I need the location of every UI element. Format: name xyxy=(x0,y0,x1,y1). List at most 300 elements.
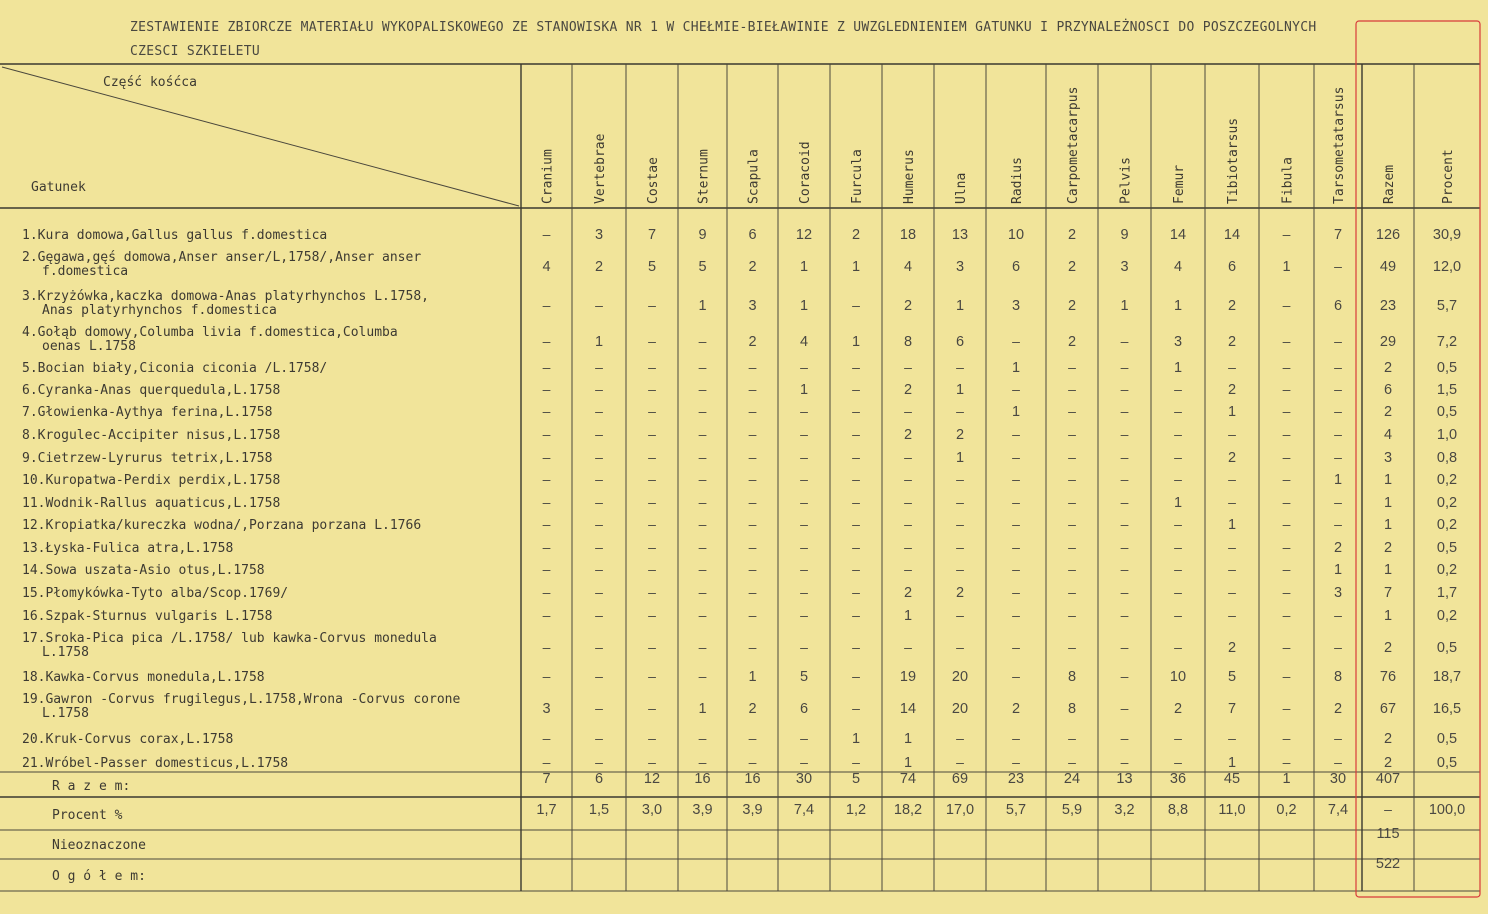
ogolem-label: O g ó ł e m: xyxy=(52,869,146,884)
procent-cell: 1,2 xyxy=(845,802,867,818)
table-cell: 2 xyxy=(903,427,913,443)
table-cell: – xyxy=(1012,381,1020,397)
table-cell: – xyxy=(852,561,860,577)
table-cell: 1,0 xyxy=(1436,427,1458,443)
table-cell: – xyxy=(595,471,603,487)
table-cell: – xyxy=(852,539,860,555)
table-cell: – xyxy=(542,668,551,684)
table-cell: 2 xyxy=(748,334,757,350)
table-cell: – xyxy=(1228,561,1236,577)
table-cell: – xyxy=(595,297,603,313)
table-cell: – xyxy=(1334,381,1342,397)
table-cell: 2 xyxy=(955,427,965,443)
procent-cell: 5,9 xyxy=(1061,802,1083,818)
table-cell: 1 xyxy=(799,259,809,275)
table-cell: – xyxy=(542,730,551,746)
table-cell: – xyxy=(542,561,551,577)
table-cell: – xyxy=(1228,539,1236,555)
table-cell: – xyxy=(698,494,707,510)
table-cell: 20 xyxy=(951,701,969,717)
table-cell: – xyxy=(956,607,964,623)
table-cell: 2 xyxy=(903,585,913,601)
table-cell: – xyxy=(904,639,912,655)
table-cell: – xyxy=(1282,516,1291,532)
table-cell: – xyxy=(852,516,860,532)
table-cell: – xyxy=(1334,639,1342,655)
table-cell: 7,2 xyxy=(1436,334,1458,350)
table-cell: – xyxy=(698,668,707,684)
species-name: 12.Kropiatka/kureczka wodna/,Porzana porzana L.1766 xyxy=(22,518,422,533)
table-cell: – xyxy=(542,584,551,600)
table-cell: 1 xyxy=(1383,608,1393,624)
table-cell: – xyxy=(1334,359,1342,375)
procent-cell: 8,8 xyxy=(1167,802,1189,818)
table-cell: – xyxy=(1012,754,1020,770)
table-cell: – xyxy=(595,539,603,555)
table-cell: 1 xyxy=(1173,298,1183,314)
procent-cell: 3,0 xyxy=(641,802,663,818)
table-cell: 8 xyxy=(1067,701,1077,717)
table-cell: – xyxy=(595,561,603,577)
table-cell: 1 xyxy=(1011,360,1021,376)
table-cell: 1 xyxy=(1282,259,1291,275)
table-cell: 0,5 xyxy=(1436,755,1458,771)
table-cell: – xyxy=(748,539,757,555)
table-cell: 2 xyxy=(1227,640,1237,656)
table-cell: 9 xyxy=(1120,227,1129,243)
table-cell: 20 xyxy=(951,669,969,685)
table-cell: – xyxy=(748,607,757,623)
table-cell: 6 xyxy=(799,701,809,717)
species-name: 9.Cietrzew-Lyrurus tetrix,L.1758 xyxy=(22,451,273,466)
header-species-label: Gatunek xyxy=(31,180,86,195)
table-cell: 10 xyxy=(1007,227,1025,243)
table-cell: – xyxy=(595,403,603,419)
table-cell: – xyxy=(698,333,707,349)
razem-label: R a z e m: xyxy=(52,779,131,794)
table-cell: – xyxy=(595,730,603,746)
table-cell: 1 xyxy=(903,731,913,747)
table-cell: – xyxy=(1012,668,1020,684)
table-cell: 1 xyxy=(1120,298,1129,314)
nieoznaczone-value: 115 xyxy=(1376,826,1400,842)
table-cell: 1 xyxy=(799,382,809,398)
table-cell: – xyxy=(748,426,757,442)
procent-cell: 3,9 xyxy=(742,802,763,818)
table-cell: 2 xyxy=(1227,382,1237,398)
table-cell: – xyxy=(1282,426,1291,442)
table-cell: – xyxy=(1012,333,1020,349)
table-cell: – xyxy=(800,639,808,655)
table-cell: – xyxy=(1228,607,1236,623)
table-cell: – xyxy=(698,381,707,397)
table-cell: – xyxy=(595,426,603,442)
table-cell: 2 xyxy=(748,259,757,275)
table-cell: 0,5 xyxy=(1436,360,1458,376)
table-cell: 1 xyxy=(698,701,707,717)
table-cell: – xyxy=(648,516,656,532)
table-cell: – xyxy=(1120,333,1129,349)
table-cell: 4 xyxy=(542,259,551,275)
table-cell: 3 xyxy=(1173,334,1183,350)
species-name: 10.Kuropatwa-Perdix perdix,L.1758 xyxy=(22,473,281,488)
procent-cell: 7,4 xyxy=(1327,802,1349,818)
table-cell: 2 xyxy=(1173,701,1183,717)
table-cell: 13 xyxy=(951,227,969,243)
table-cell: – xyxy=(1334,516,1342,532)
table-cell: 1 xyxy=(955,450,965,466)
table-cell: – xyxy=(904,359,912,375)
column-header-radius: Radius xyxy=(1010,157,1025,204)
razem-cell: 6 xyxy=(594,771,604,787)
table-cell: 76 xyxy=(1379,669,1397,685)
table-cell: – xyxy=(542,449,551,465)
table-cell: – xyxy=(542,471,551,487)
table-cell: 7 xyxy=(1227,701,1237,717)
table-cell: – xyxy=(1068,539,1076,555)
table-cell: 1 xyxy=(1333,472,1343,488)
table-cell: – xyxy=(542,333,551,349)
table-cell: – xyxy=(1120,730,1129,746)
table-cell: 2 xyxy=(594,259,604,275)
table-cell: 2 xyxy=(1383,404,1393,420)
table-cell: 0,2 xyxy=(1436,517,1458,533)
razem-cell: 36 xyxy=(1169,771,1187,787)
table-cell: – xyxy=(1228,359,1236,375)
column-header-procent: Procent xyxy=(1441,149,1456,204)
table-cell: – xyxy=(1282,700,1291,716)
table-cell: – xyxy=(648,639,656,655)
table-cell: 0,2 xyxy=(1436,472,1458,488)
table-cell: – xyxy=(904,494,912,510)
table-cell: – xyxy=(698,426,707,442)
table-cell: – xyxy=(1068,381,1076,397)
table-cell: – xyxy=(1068,607,1076,623)
table-cell: – xyxy=(748,639,757,655)
table-cell: – xyxy=(1174,471,1182,487)
table-cell: 1 xyxy=(1383,472,1393,488)
column-header-coracoid: Coracoid xyxy=(798,141,813,204)
table-cell: – xyxy=(748,754,757,770)
table-cell: – xyxy=(648,449,656,465)
razem-cell: 407 xyxy=(1375,771,1401,787)
procent-cell: – xyxy=(1384,801,1392,817)
table-cell: 67 xyxy=(1379,701,1397,717)
table-cell: – xyxy=(542,359,551,375)
species-name-continued: Anas platyrhynchos f.domestica xyxy=(42,303,277,318)
table-cell: 2 xyxy=(1333,701,1343,717)
table-cell: 2 xyxy=(1333,540,1343,556)
table-cell: – xyxy=(748,359,757,375)
table-cell: 2 xyxy=(1067,259,1077,275)
procent-cell: 0,2 xyxy=(1276,802,1297,818)
table-cell: – xyxy=(1334,754,1342,770)
table-cell: – xyxy=(1228,730,1236,746)
table-cell: 1 xyxy=(1227,517,1237,533)
table-cell: – xyxy=(595,359,603,375)
table-cell: – xyxy=(1282,381,1291,397)
table-cell: 2 xyxy=(1383,755,1393,771)
column-header-cranium: Cranium xyxy=(540,149,556,204)
table-cell: – xyxy=(648,403,656,419)
table-cell: – xyxy=(648,297,656,313)
table-cell: – xyxy=(956,359,964,375)
razem-cell: 30 xyxy=(795,771,813,787)
document-title: ZESTAWIENIE ZBIORCZE MATERIAŁU WYKOPALISKOWEGO ZE STANOWISKA NR 1 W CHEŁMIE-BIEŁAWINIE Z UWZGLEDNIENIEM GATUNKU I PRZYNALEŻNOSCI DO POSZCZEGOLNYCH CZESCI SZKIELETU xyxy=(130,20,1317,59)
table-cell: – xyxy=(1068,403,1076,419)
species-name: 16.Szpak-Sturnus vulgaris L.1758 xyxy=(22,609,273,624)
table-cell: 0,2 xyxy=(1436,562,1458,578)
table-cell: 6 xyxy=(748,227,757,243)
table-cell: 5 xyxy=(698,259,707,275)
table-cell: 16,5 xyxy=(1432,701,1462,717)
table-cell: 3 xyxy=(542,701,551,717)
table-cell: 5 xyxy=(1227,669,1237,685)
razem-cell: 74 xyxy=(899,771,917,787)
table-cell: – xyxy=(800,730,808,746)
razem-cell: 13 xyxy=(1116,771,1133,787)
table-cell: – xyxy=(1174,403,1182,419)
column-header-sternum: Sternum xyxy=(696,149,712,204)
table-cell: – xyxy=(1174,607,1182,623)
table-cell: – xyxy=(800,754,808,770)
table-cell: – xyxy=(1120,668,1129,684)
table-cell: – xyxy=(748,730,757,746)
table-cell: – xyxy=(648,381,656,397)
species-name: 19.Gawron -Corvus frugilegus,L.1758,Wrona -Corvus corone xyxy=(22,692,461,707)
table-cell: – xyxy=(698,359,707,375)
table-cell: – xyxy=(698,730,707,746)
razem-cell: 23 xyxy=(1007,771,1025,787)
table-cell: – xyxy=(852,639,860,655)
table-cell: – xyxy=(1174,639,1182,655)
table-cell: 1 xyxy=(1011,404,1021,420)
table-cell: – xyxy=(956,516,964,532)
table-cell: 29 xyxy=(1379,334,1397,350)
table-cell: – xyxy=(648,561,656,577)
species-name: 14.Sowa uszata-Asio otus,L.1758 xyxy=(22,563,265,578)
razem-cell: 7 xyxy=(542,771,551,787)
species-name-continued: L.1758 xyxy=(42,706,89,721)
column-header-pelvis: Pelvis xyxy=(1118,157,1134,204)
table-cell: – xyxy=(852,607,860,623)
table-cell: – xyxy=(1068,494,1076,510)
table-cell: – xyxy=(542,381,551,397)
table-cell: – xyxy=(595,639,603,655)
table-cell: – xyxy=(800,449,808,465)
procent-cell: 7,4 xyxy=(793,802,815,818)
table-cell: 0,5 xyxy=(1436,640,1458,656)
table-cell: – xyxy=(1120,381,1129,397)
table-cell: 1 xyxy=(903,755,913,771)
species-name-continued: f.domestica xyxy=(42,264,129,279)
table-cell: – xyxy=(1282,607,1291,623)
procent-cell: 100,0 xyxy=(1428,802,1466,818)
table-cell: – xyxy=(800,561,808,577)
table-cell: – xyxy=(852,754,860,770)
table-cell: – xyxy=(542,754,551,770)
species-name: 11.Wodnik-Rallus aquaticus,L.1758 xyxy=(22,496,281,511)
table-cell: 8 xyxy=(1333,669,1343,685)
table-cell: – xyxy=(852,403,860,419)
table-cell: – xyxy=(1120,700,1129,716)
table-cell: – xyxy=(748,471,757,487)
column-header-tarsometatarsus: Tarsometatarsus xyxy=(1332,86,1347,204)
razem-cell: 16 xyxy=(744,771,761,787)
table-cell: – xyxy=(852,381,860,397)
table-cell: 5 xyxy=(647,259,657,275)
table-cell: – xyxy=(542,639,551,655)
table-cell: 126 xyxy=(1375,227,1401,243)
table-cell: – xyxy=(1282,561,1291,577)
table-cell: – xyxy=(1334,403,1342,419)
table-cell: – xyxy=(1282,494,1291,510)
column-header-furcula: Furcula xyxy=(850,149,865,204)
table-cell: – xyxy=(1282,297,1291,313)
table-cell: – xyxy=(1120,516,1129,532)
column-header-scapula: Scapula xyxy=(746,149,762,204)
table-cell: – xyxy=(1334,449,1342,465)
table-cell: – xyxy=(1068,426,1076,442)
razem-cell: 69 xyxy=(951,771,969,787)
table-cell: 30,9 xyxy=(1432,227,1462,243)
column-header-vertebrae: Vertebrae xyxy=(593,133,608,204)
table-cell: 2 xyxy=(903,298,913,314)
table-cell: – xyxy=(1120,754,1129,770)
species-name: 13.Łyska-Fulica atra,L.1758 xyxy=(22,541,234,556)
table-cell: – xyxy=(956,494,964,510)
table-cell: 3 xyxy=(748,298,757,314)
table-cell: 1 xyxy=(1383,517,1393,533)
table-cell: – xyxy=(1012,730,1020,746)
highlight-rectangle xyxy=(1356,21,1480,897)
table-cell: – xyxy=(595,516,603,532)
table-cell: 2 xyxy=(1067,227,1077,243)
table-cell: 0,5 xyxy=(1436,404,1458,420)
table-cell: – xyxy=(1228,426,1236,442)
table-cell: – xyxy=(542,516,551,532)
procent-cell: 11,0 xyxy=(1218,802,1246,818)
table-cell: – xyxy=(852,668,860,684)
procent-cell: 1,5 xyxy=(588,802,610,818)
table-cell: 8 xyxy=(1067,669,1077,685)
table-cell: 1 xyxy=(955,382,965,398)
razem-cell: 12 xyxy=(643,771,661,787)
table-cell: 4 xyxy=(799,334,809,350)
table-cell: – xyxy=(595,754,603,770)
table-cell: – xyxy=(1282,639,1291,655)
table-cell: 6 xyxy=(1333,298,1343,314)
table-cell: 0,5 xyxy=(1436,540,1458,556)
table-cell: 1 xyxy=(1383,562,1393,578)
table-cell: – xyxy=(698,607,707,623)
table-cell: – xyxy=(698,403,707,419)
table-cell: – xyxy=(1012,607,1020,623)
column-header-tibiotarsus: Tibiotarsus xyxy=(1226,117,1241,204)
table-cell: 18 xyxy=(899,227,917,243)
table-cell: – xyxy=(1282,539,1291,555)
table-cell: – xyxy=(1012,561,1020,577)
table-cell: 18,7 xyxy=(1432,669,1462,685)
table-cell: – xyxy=(748,561,757,577)
table-cell: – xyxy=(698,471,707,487)
table-cell: – xyxy=(1282,226,1291,242)
table-cell: 10 xyxy=(1169,669,1187,685)
table-cell: – xyxy=(698,754,707,770)
table-cell: – xyxy=(595,449,603,465)
table-cell: 2 xyxy=(1067,298,1077,314)
table-cell: 0,5 xyxy=(1436,731,1458,747)
species-name: 7.Głowienka-Aythya ferina,L.1758 xyxy=(22,405,273,420)
table-cell: – xyxy=(1120,607,1129,623)
table-cell: – xyxy=(595,381,603,397)
table-cell: – xyxy=(648,359,656,375)
razem-cell: 24 xyxy=(1063,771,1081,787)
table-cell: – xyxy=(648,333,656,349)
table-cell: – xyxy=(1282,584,1291,600)
table-cell: – xyxy=(1120,359,1129,375)
table-cell: – xyxy=(648,754,656,770)
table-cell: – xyxy=(1120,426,1129,442)
table-cell: – xyxy=(542,426,551,442)
table-cell: – xyxy=(956,730,964,746)
table-cell: 1 xyxy=(698,298,707,314)
table-cell: – xyxy=(748,449,757,465)
razem-cell: 16 xyxy=(694,771,711,787)
table-cell: 2 xyxy=(1227,298,1237,314)
table-cell: – xyxy=(648,607,656,623)
table-cell: – xyxy=(1012,471,1020,487)
table-cell: – xyxy=(748,403,757,419)
table-cell: – xyxy=(800,607,808,623)
species-name: 1.Kura domowa,Gallus gallus f.domestica xyxy=(22,228,328,243)
table-cell: – xyxy=(1334,607,1342,623)
table-cell: 1 xyxy=(1227,755,1237,771)
table-cell: – xyxy=(800,426,808,442)
species-name: 20.Kruk-Corvus corax,L.1758 xyxy=(22,732,234,747)
table-cell: 3 xyxy=(1333,585,1343,601)
table-cell: – xyxy=(1068,449,1076,465)
table-cell: – xyxy=(1120,561,1129,577)
table-cell: – xyxy=(1174,381,1182,397)
table-cell: – xyxy=(1174,539,1182,555)
table-cell: 5 xyxy=(799,669,809,685)
table-cell: – xyxy=(1174,730,1182,746)
table-cell: – xyxy=(1120,639,1129,655)
column-header-carpometacarpus: Carpometacarpus xyxy=(1066,86,1081,204)
table-cell: – xyxy=(1282,403,1291,419)
table-cell: – xyxy=(1334,494,1342,510)
species-name: 5.Bocian biały,Ciconia ciconia /L.1758/ xyxy=(22,361,328,376)
table-cell: – xyxy=(1012,426,1020,442)
table-cell: 6 xyxy=(1383,382,1393,398)
table-cell: – xyxy=(542,539,551,555)
table-cell: – xyxy=(748,516,757,532)
table-cell: 1 xyxy=(1227,404,1237,420)
table-cell: – xyxy=(1120,449,1129,465)
table-cell: 4 xyxy=(1173,259,1183,275)
table-cell: – xyxy=(904,449,912,465)
table-cell: 1 xyxy=(594,334,604,350)
table-cell: – xyxy=(852,297,860,313)
table-cell: – xyxy=(1334,730,1342,746)
table-cell: 12 xyxy=(795,227,813,243)
table-cell: – xyxy=(852,700,860,716)
column-header-ulna: Ulna xyxy=(954,172,969,204)
table-cell: 1 xyxy=(1383,495,1393,511)
species-name: 6.Cyranka-Anas querquedula,L.1758 xyxy=(22,383,281,398)
table-cell: – xyxy=(748,494,757,510)
